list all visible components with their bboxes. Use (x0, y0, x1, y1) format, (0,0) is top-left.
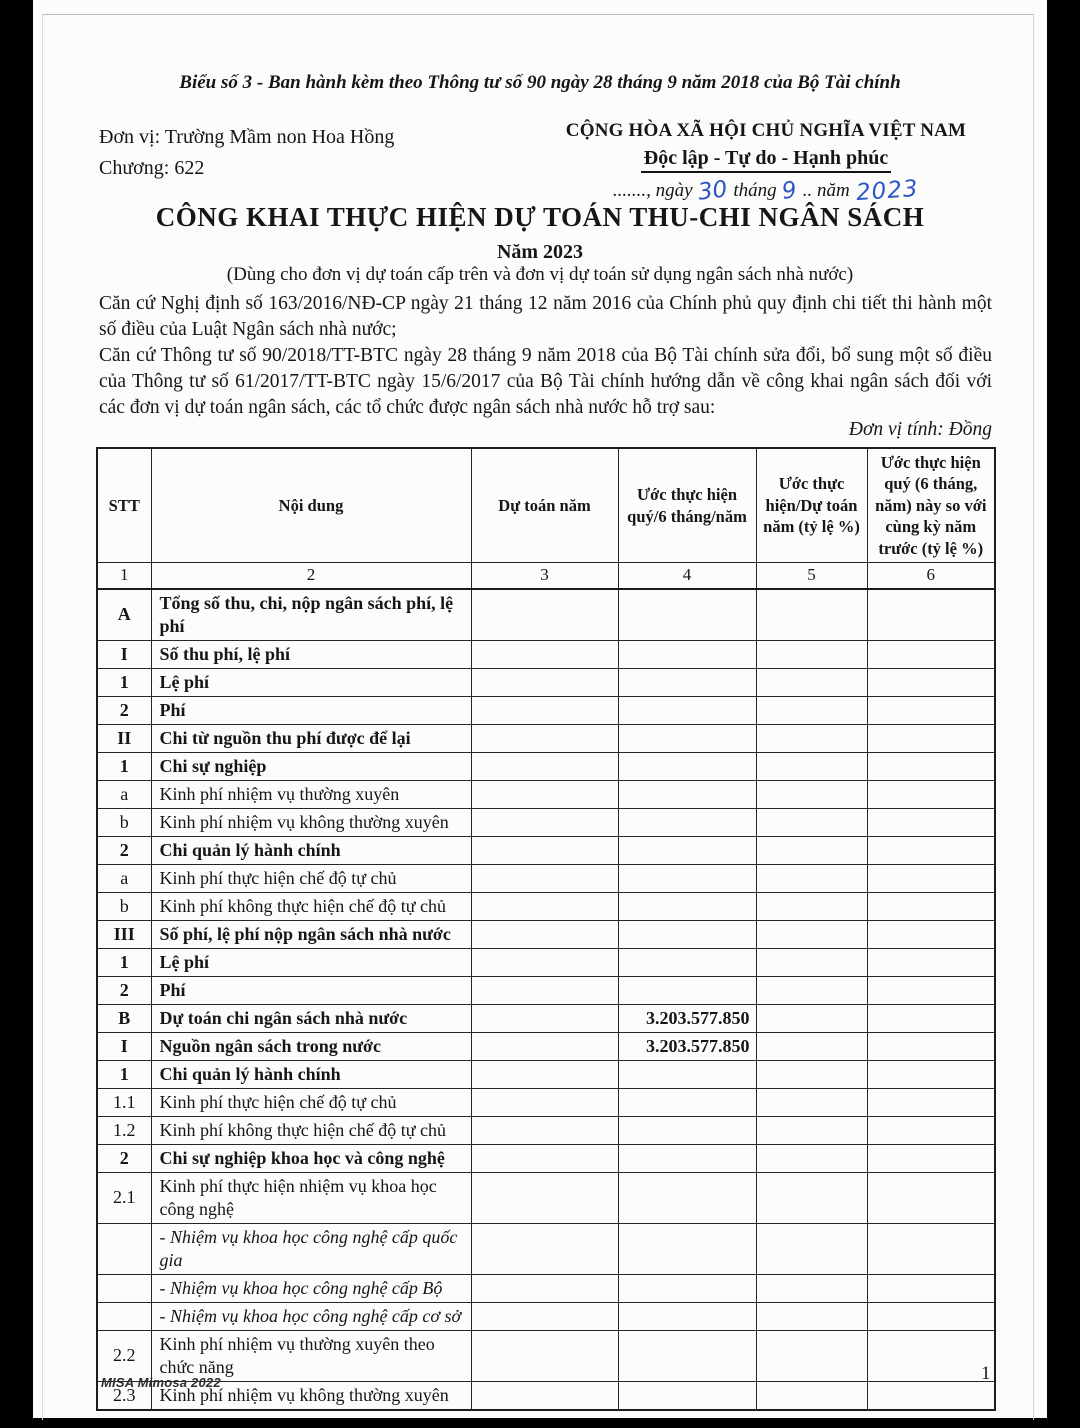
table-row (97, 1223, 995, 1274)
cell-c4 (618, 948, 756, 976)
table-row (97, 589, 995, 641)
table-row (97, 864, 995, 892)
cell-c4 (618, 836, 756, 864)
legal-basis-block (99, 291, 992, 421)
table-row (97, 1302, 995, 1330)
cell-content: Lệ phí (151, 668, 471, 696)
table-row (97, 696, 995, 724)
cell-c4 (618, 1060, 756, 1088)
cell-c6 (867, 836, 995, 864)
cell-stt (97, 1302, 151, 1330)
cell-c4 (618, 1172, 756, 1223)
cell-stt: 1 (97, 752, 151, 780)
cell-content: Chi quản lý hành chính (151, 836, 471, 864)
cell-stt: 2 (97, 836, 151, 864)
table-row (97, 976, 995, 1004)
cell-c4 (618, 1381, 756, 1410)
table-row (97, 1060, 995, 1088)
cell-c3 (471, 1116, 618, 1144)
cell-stt: b (97, 808, 151, 836)
handwritten-year: 2023 (854, 175, 919, 207)
cell-c4 (618, 1302, 756, 1330)
legal-basis-2: Căn cứ Thông tư số 90/2018/TT-BTC ngày 28 tháng 9 năm 2018 của Bộ Tài chính sửa đổi, bổ sung một số điều của Thông tư số 61/2017/TT-BTC ngày 15/6/2017 của Bộ Tài chính hướng dẫn về công khai ngân sách đối với các đơn vị dự toán ngân sách, các tổ chức được ngân sách nhà nước hỗ trợ sau: (99, 345, 992, 418)
cell-content: Kinh phí thực hiện chế độ tự chủ (151, 864, 471, 892)
cell-c4 (618, 1274, 756, 1302)
cell-stt: b (97, 892, 151, 920)
cell-c4 (618, 589, 756, 641)
cell-c5 (756, 1116, 867, 1144)
cell-c6 (867, 920, 995, 948)
cell-c5 (756, 1330, 867, 1381)
cell-c3 (471, 1381, 618, 1410)
table-row (97, 892, 995, 920)
cell-content: Kinh phí thực hiện chế độ tự chủ (151, 1088, 471, 1116)
cell-c5 (756, 1144, 867, 1172)
cell-c5 (756, 1004, 867, 1032)
cell-c4 (618, 864, 756, 892)
cell-c4 (618, 752, 756, 780)
cell-content: Chi quản lý hành chính (151, 1060, 471, 1088)
date-line (506, 175, 1026, 207)
cell-content: - Nhiệm vụ khoa học công nghệ cấp Bộ (151, 1274, 471, 1302)
country-name: CỘNG HÒA XÃ HỘI CHỦ NGHĨA VIỆT NAM (565, 120, 967, 141)
table-row (97, 1381, 995, 1410)
table-row (97, 948, 995, 976)
cell-c6 (867, 1060, 995, 1088)
header-execution-estimate: Ước thực hiện quý/6 tháng/năm (618, 448, 756, 563)
cell-c5 (756, 724, 867, 752)
cell-c3 (471, 1172, 618, 1223)
cell-c4 (618, 1116, 756, 1144)
table-row (97, 780, 995, 808)
cell-content: Kinh phí nhiệm vụ không thường xuyên (151, 808, 471, 836)
cell-stt: 2 (97, 976, 151, 1004)
legal-basis-1: Căn cứ Nghị định số 163/2016/NĐ-CP ngày 21 tháng 12 năm 2016 của Chính phủ quy định chi tiết thi hành một số điều của Luật Ngân sách nhà nước; (99, 293, 992, 340)
document-year: Năm 2023 (496, 241, 584, 263)
cell-c3 (471, 948, 618, 976)
cell-stt: 2.2 (97, 1330, 151, 1381)
cell-c4 (618, 1144, 756, 1172)
cell-c6 (867, 976, 995, 1004)
cell-c5 (756, 864, 867, 892)
handwritten-month: 9 (780, 177, 799, 205)
cell-c3 (471, 836, 618, 864)
colnum-1: 1 (97, 563, 151, 589)
cell-c6 (867, 724, 995, 752)
header-content: Nội dung (151, 448, 471, 563)
cell-c3 (471, 808, 618, 836)
cell-c4: 3.203.577.850 (618, 1032, 756, 1060)
cell-c4 (618, 640, 756, 668)
cell-c6 (867, 1302, 995, 1330)
cell-c4 (618, 1330, 756, 1381)
cell-content: Kinh phí nhiệm vụ thường xuyên theo chức năng (151, 1330, 471, 1381)
cell-c3 (471, 589, 618, 641)
cell-stt: 2.1 (97, 1172, 151, 1223)
cell-c4 (618, 780, 756, 808)
cell-content: Chi sự nghiệp (151, 752, 471, 780)
cell-c3 (471, 1032, 618, 1060)
cell-content: Tổng số thu, chi, nộp ngân sách phí, lệ phí (151, 589, 471, 641)
cell-c3 (471, 1004, 618, 1032)
table-row (97, 920, 995, 948)
cell-c6 (867, 948, 995, 976)
table-row (97, 1032, 995, 1060)
cell-content: - Nhiệm vụ khoa học công nghệ cấp quốc gia (151, 1223, 471, 1274)
cell-stt: 2 (97, 1144, 151, 1172)
cell-content: Nguồn ngân sách trong nước (151, 1032, 471, 1060)
cell-c5 (756, 976, 867, 1004)
table-row (97, 640, 995, 668)
cell-c5 (756, 1381, 867, 1410)
cell-c4: 3.203.577.850 (618, 1004, 756, 1032)
cell-c4 (618, 696, 756, 724)
cell-content: Kinh phí không thực hiện chế độ tự chủ (151, 892, 471, 920)
cell-c6 (867, 892, 995, 920)
cell-c5 (756, 1060, 867, 1088)
cell-c6 (867, 696, 995, 724)
cell-c4 (618, 724, 756, 752)
cell-c3 (471, 1274, 618, 1302)
cell-c3 (471, 1302, 618, 1330)
cell-content: Phí (151, 696, 471, 724)
table-header-row (97, 448, 995, 563)
table-row (97, 1004, 995, 1032)
header-annual-estimate: Dự toán năm (471, 448, 618, 563)
cell-c4 (618, 976, 756, 1004)
cell-c3 (471, 976, 618, 1004)
cell-c3 (471, 668, 618, 696)
cell-c3 (471, 864, 618, 892)
table-row (97, 836, 995, 864)
cell-stt: II (97, 724, 151, 752)
cell-c6 (867, 1274, 995, 1302)
colnum-4: 4 (618, 563, 756, 589)
cell-c3 (471, 780, 618, 808)
cell-c6 (867, 589, 995, 641)
cell-c5 (756, 920, 867, 948)
cell-c3 (471, 920, 618, 948)
cell-c6 (867, 864, 995, 892)
form-reference-line: Biểu số 3 - Ban hành kèm theo Thông tư số 90 ngày 28 tháng 9 năm 2018 của Bộ Tài chính (179, 72, 901, 93)
cell-content: Kinh phí nhiệm vụ thường xuyên (151, 780, 471, 808)
document-title: CÔNG KHAI THỰC HIỆN DỰ TOÁN THU-CHI NGÂN SÁCH (155, 202, 925, 232)
date-month-word: tháng (733, 180, 777, 201)
cell-c5 (756, 1223, 867, 1274)
cell-content: - Nhiệm vụ khoa học công nghệ cấp cơ sở (151, 1302, 471, 1330)
cell-c3 (471, 892, 618, 920)
column-number-row (97, 563, 995, 589)
cell-c4 (618, 892, 756, 920)
unit-of-measure: Đơn vị tính: Đồng (848, 419, 992, 440)
cell-c4 (618, 1223, 756, 1274)
handwritten-day: 30 (696, 176, 730, 206)
cell-c6 (867, 1381, 995, 1410)
cell-stt (97, 1223, 151, 1274)
cell-content: Chi sự nghiệp khoa học và công nghệ (151, 1144, 471, 1172)
table-row (97, 1330, 995, 1381)
table-row (97, 1116, 995, 1144)
cell-stt: 1 (97, 668, 151, 696)
cell-c5 (756, 696, 867, 724)
header-execution-ratio: Ước thực hiện/Dự toán năm (tỷ lệ %) (756, 448, 867, 563)
cell-c6 (867, 1116, 995, 1144)
national-header-block (506, 120, 1026, 207)
page-number: 1 (981, 1363, 991, 1384)
cell-stt: 1.1 (97, 1088, 151, 1116)
cell-stt: a (97, 864, 151, 892)
cell-c6 (867, 752, 995, 780)
cell-c6 (867, 1032, 995, 1060)
cell-c5 (756, 1172, 867, 1223)
cell-c6 (867, 668, 995, 696)
cell-stt: III (97, 920, 151, 948)
cell-c4 (618, 668, 756, 696)
cell-stt: 1 (97, 1060, 151, 1088)
cell-content: Phí (151, 976, 471, 1004)
cell-content: Kinh phí không thực hiện chế độ tự chủ (151, 1116, 471, 1144)
cell-c3 (471, 1144, 618, 1172)
cell-c6 (867, 1004, 995, 1032)
date-year-word: .. năm (802, 180, 850, 201)
cell-c5 (756, 892, 867, 920)
cell-c6 (867, 808, 995, 836)
cell-stt: I (97, 640, 151, 668)
cell-c5 (756, 808, 867, 836)
cell-content: Số phí, lệ phí nộp ngân sách nhà nước (151, 920, 471, 948)
cell-stt: 1 (97, 948, 151, 976)
applicability-note: (Dùng cho đơn vị dự toán cấp trên và đơn vị dự toán sử dụng ngân sách nhà nước) (226, 264, 854, 285)
cell-c3 (471, 1223, 618, 1274)
unit-name: Đơn vị: Trường Mầm non Hoa Hồng (99, 126, 395, 148)
cell-stt: a (97, 780, 151, 808)
table-row (97, 724, 995, 752)
colnum-3: 3 (471, 563, 618, 589)
budget-table-wrapper (96, 447, 994, 1411)
table-row (97, 752, 995, 780)
cell-c5 (756, 1088, 867, 1116)
cell-c6 (867, 1144, 995, 1172)
table-row (97, 1144, 995, 1172)
cell-c3 (471, 1330, 618, 1381)
cell-c4 (618, 1088, 756, 1116)
cell-c5 (756, 1032, 867, 1060)
cell-c4 (618, 920, 756, 948)
budget-table (96, 447, 996, 1411)
table-row (97, 1274, 995, 1302)
table-row (97, 1088, 995, 1116)
colnum-6: 6 (867, 563, 995, 589)
cell-c3 (471, 696, 618, 724)
colnum-5: 5 (756, 563, 867, 589)
cell-c6 (867, 1330, 995, 1381)
cell-c3 (471, 752, 618, 780)
cell-content: Chi từ nguồn thu phí được để lại (151, 724, 471, 752)
header-stt: STT (97, 448, 151, 563)
cell-stt: A (97, 589, 151, 641)
cell-c5 (756, 668, 867, 696)
table-row (97, 1172, 995, 1223)
date-prefix: ......., ngày (612, 180, 693, 201)
national-motto: Độc lập - Tự do - Hạnh phúc (641, 147, 891, 173)
cell-c3 (471, 1060, 618, 1088)
issuing-unit-block (99, 122, 394, 184)
cell-stt: 2.3 (97, 1381, 151, 1410)
cell-content: Kinh phí nhiệm vụ không thường xuyên (151, 1381, 471, 1410)
cell-content: Dự toán chi ngân sách nhà nước (151, 1004, 471, 1032)
table-row (97, 668, 995, 696)
cell-stt: I (97, 1032, 151, 1060)
cell-c6 (867, 1172, 995, 1223)
cell-content: Lệ phí (151, 948, 471, 976)
budget-table-body (97, 589, 995, 1410)
colnum-2: 2 (151, 563, 471, 589)
cell-stt: B (97, 1004, 151, 1032)
cell-c5 (756, 1274, 867, 1302)
cell-c6 (867, 1223, 995, 1274)
software-watermark: MISA Mimosa 2022 (101, 1375, 221, 1390)
cell-c6 (867, 780, 995, 808)
chapter-number: Chương: 622 (99, 157, 205, 179)
cell-c5 (756, 640, 867, 668)
cell-c5 (756, 948, 867, 976)
cell-stt: 1.2 (97, 1116, 151, 1144)
cell-c5 (756, 836, 867, 864)
cell-c3 (471, 724, 618, 752)
cell-c5 (756, 1302, 867, 1330)
cell-stt: 2 (97, 696, 151, 724)
paper-page (33, 0, 1047, 1418)
cell-c5 (756, 752, 867, 780)
cell-content: Số thu phí, lệ phí (151, 640, 471, 668)
cell-c5 (756, 780, 867, 808)
cell-stt (97, 1274, 151, 1302)
cell-c3 (471, 640, 618, 668)
cell-c6 (867, 640, 995, 668)
cell-content: Kinh phí thực hiện nhiệm vụ khoa học công nghệ (151, 1172, 471, 1223)
cell-c3 (471, 1088, 618, 1116)
table-row (97, 808, 995, 836)
cell-c6 (867, 1088, 995, 1116)
cell-c4 (618, 808, 756, 836)
cell-c5 (756, 589, 867, 641)
header-yoy-ratio: Ước thực hiện quý (6 tháng, năm) này so với cùng kỳ năm trước (tỷ lệ %) (867, 448, 995, 563)
